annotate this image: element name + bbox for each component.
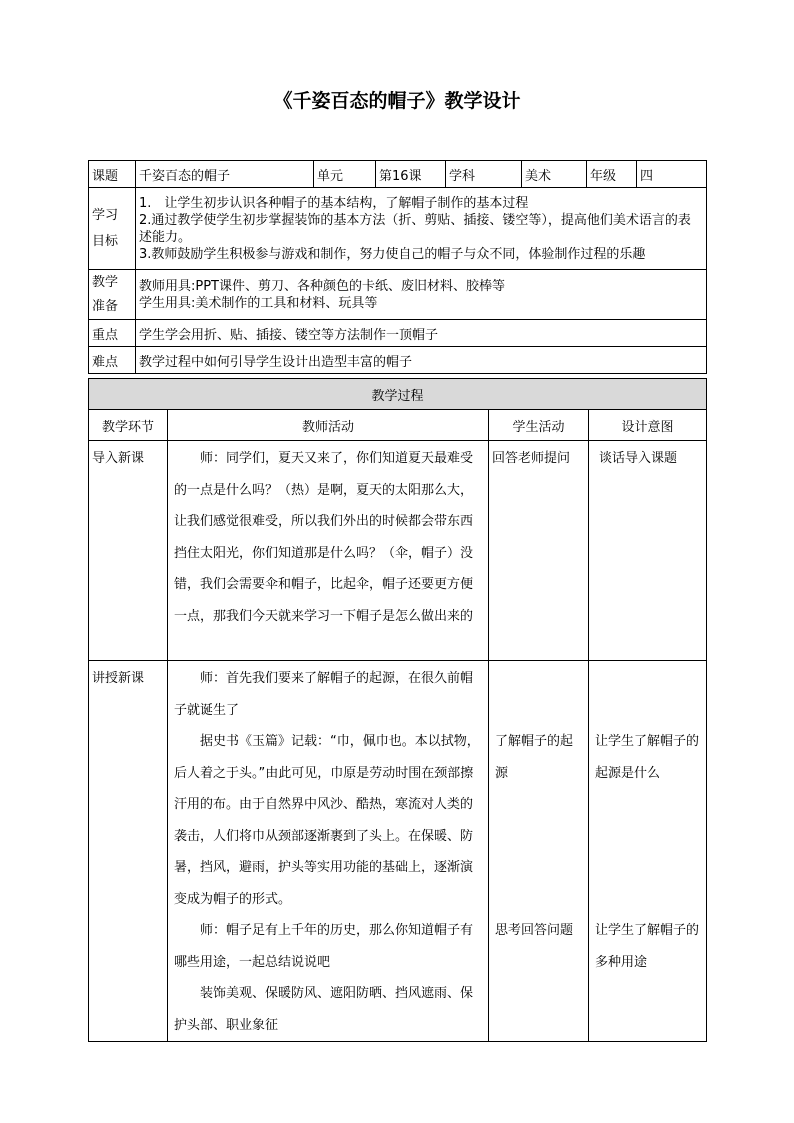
info-row-difficulty (89, 347, 707, 374)
subject-value: 美术 (522, 161, 587, 188)
new-intent-2: 让学生了解帽子的多种用途 (595, 923, 700, 970)
difficulty-label: 难点 (89, 347, 136, 374)
grade-value: 四 (637, 161, 707, 188)
unit-label: 单元 (314, 161, 376, 188)
new-student (489, 661, 589, 1042)
process-header: 教学过程 (89, 379, 707, 410)
teaching-process-table (88, 378, 707, 1042)
goal-item: 2.通过教学使学生初步掌握装饰的基本方法（折、剪贴、插接、镂空等），提高他们美术语言的表述能力。 (139, 212, 691, 245)
key-label: 重点 (89, 320, 136, 347)
new-teacher-p2: 据史书《玉篇》记载：“巾，佩巾也。本以拭物，后人着之于头。”由此可见，巾原是劳动时围在颈部擦汗用的布。由于自然界中风沙、酷热，寒流对人类的袭击，人们将巾从颈部逐渐裹到了头上。在保暖、防暑，挡风，避雨，护头等实用功能的基础上，逐渐演变成为帽子的形式。 (174, 734, 480, 907)
goal-item: 1. 让学生初步认识各种帽子的基本结构，了解帽子制作的基本过程 (139, 195, 529, 211)
process-row-intro (89, 441, 707, 661)
lesson-info-table (88, 160, 707, 374)
info-row-prep (89, 270, 707, 320)
unit-value: 第16课 (376, 161, 446, 188)
topic-value: 千姿百态的帽子 (136, 161, 314, 188)
topic-label: 课题 (89, 161, 136, 188)
key-value: 学生学会用折、贴、插接、镂空等方法制作一顶帽子 (136, 320, 707, 347)
new-intent (589, 661, 707, 1042)
process-row-new (89, 661, 707, 1042)
col-teacher: 教师活动 (168, 410, 489, 441)
new-intent-1: 让学生了解帽子的起源是什么 (595, 734, 700, 781)
process-columns-row (89, 410, 707, 441)
info-row-goals (89, 188, 707, 270)
new-teacher (168, 661, 489, 1042)
prep-teacher: 教师用具:PPT课件、剪刀、各种颜色的卡纸、废旧材料、胶棒等 (139, 278, 505, 294)
goal-item: 3.教师鼓励学生积极参与游戏和制作，努力使自己的帽子与众不同，体验制作过程的乐趣 (139, 246, 646, 262)
subject-label: 学科 (446, 161, 522, 188)
goals-content (136, 188, 707, 270)
col-student: 学生活动 (489, 410, 589, 441)
prep-label: 教学 准备 (89, 270, 136, 320)
col-stage: 教学环节 (89, 410, 168, 441)
new-teacher-p3: 师：帽子足有上千年的历史，那么你知道帽子有哪些用途，一起总结说说吧 (174, 923, 474, 970)
new-student-2: 思考回答问题 (495, 923, 574, 938)
new-teacher-p4: 装饰美观、保暖防风、遮阳防晒、挡风遮雨、保护头部、职业象征 (174, 986, 474, 1033)
prep-student: 学生用具:美术制作的工具和材料、玩具等 (139, 295, 378, 311)
goals-label: 学习 目标 (89, 188, 136, 270)
intro-teacher-text: 师：同学们，夏天又来了，你们知道夏天最难受的一点是什么吗？（热）是啊，夏天的太阳那么大，让我们感觉很难受，所以我们外出的时候都会带东西挡住太阳光，你们知道那是什么吗？（伞，帽子）没错，我们会需要伞和帽子，比起伞，帽子还要更方便一点，那我们今天就来学习一下帽子是怎么做出来的 (174, 451, 474, 624)
grade-label: 年级 (587, 161, 637, 188)
intro-student: 回答老师提问 (489, 441, 589, 661)
difficulty-value: 教学过程中如何引导学生设计出造型丰富的帽子 (136, 347, 707, 374)
info-row-key (89, 320, 707, 347)
page-title: 《千姿百态的帽子》教学设计 (273, 90, 521, 112)
intro-stage: 导入新课 (89, 441, 168, 661)
prep-content (136, 270, 707, 320)
info-row-basic (89, 161, 707, 188)
process-header-row (89, 379, 707, 410)
col-intent: 设计意图 (589, 410, 707, 441)
intro-teacher (168, 441, 489, 661)
new-student-1: 了解帽子的起源 (495, 734, 574, 781)
intro-intent: 谈话导入课题 (589, 441, 707, 661)
new-stage: 讲授新课 (89, 661, 168, 1042)
new-teacher-p1: 师：首先我们要来了解帽子的起源，在很久前帽子就诞生了 (174, 671, 474, 718)
